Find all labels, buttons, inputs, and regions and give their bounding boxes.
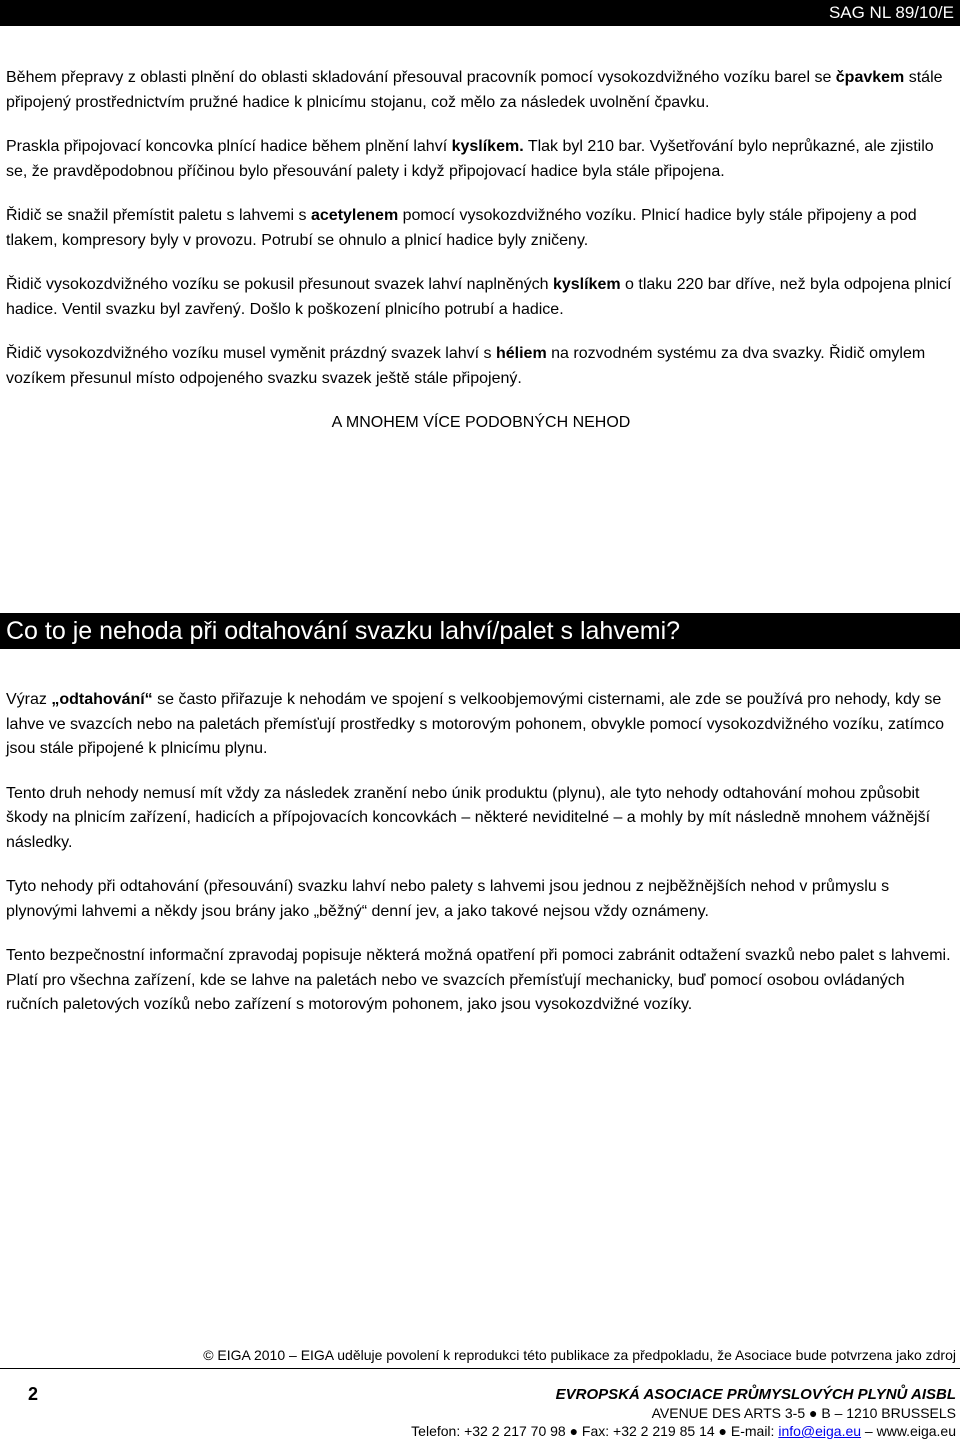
incident-paragraph [6, 204, 956, 253]
bold-text: kyslíkem. [451, 138, 524, 155]
text: Řidič se snažil přemístit paletu s lahvemi s [6, 207, 311, 224]
section-body [6, 688, 956, 1038]
page-number: 2 [28, 1384, 39, 1404]
more-incidents-line: A MNOHEM VÍCE PODOBNÝCH NEHOD [331, 414, 631, 431]
header-bar [0, 0, 960, 26]
contact-website: – www.eiga.eu [861, 1423, 956, 1439]
text: Praskla připojovací koncovka plnící hadice během plnění lahví [6, 138, 452, 155]
bold-text: čpavkem [835, 69, 905, 86]
text: Řidič vysokozdvižného vozíku se pokusil přesunout svazek lahví naplněných [6, 276, 553, 293]
document-code: SAG NL 89/10/E [828, 3, 954, 22]
incident-paragraph [6, 342, 956, 391]
text: Řidič vysokozdvižného vozíku musel vyměnit prázdný svazek lahví s [6, 345, 496, 362]
text: se často přiřazuje k nehodám ve spojení s velkoobjemovými cisternami, ale zde se používá pro nehody, kdy se lahve ve svazcích nebo na paletách přemísťují prostředky s motorovým pohonem, obvykle pomocí vysokozdvižného vozíku, zatímco jsou stále připojené k plnicímu plynu. [6, 691, 944, 757]
text: Tlak byl 210 bar. Vyšetřování bylo neprůkazné, ale zjistilo se, že pravděpodobnou příčinou bylo přesouvání palety i když připojovací hadice byla stále připojena. [6, 138, 934, 180]
email-link[interactable]: info@eiga.eu [778, 1423, 862, 1439]
text: Výraz [6, 691, 52, 708]
section-title: Co to je nehoda při odtahování svazku lahví/palet s lahvemi? [6, 617, 681, 645]
text: pomocí vysokozdvižného vozíku. Plnicí hadice byly stále připojeny a pod tlakem, kompresory byly v provozu. Potrubí se ohnulo a plnicí hadice byly zničeny. [6, 207, 917, 249]
text: Během přepravy z oblasti plnění do oblasti skladování přesouval pracovník pomocí vysokozdvižného vozíku barel se [6, 69, 836, 86]
contact-phone-fax: Telefon: +32 2 217 70 98 ● Fax: +32 2 219 85 14 ● E-mail: [411, 1423, 779, 1439]
section-heading-bar [0, 613, 960, 649]
body-paragraph [6, 688, 956, 762]
incident-paragraph [6, 273, 956, 322]
body-paragraph: Tento druh nehody nemusí mít vždy za následek zranění nebo únik produktu (plynu), ale tyto nehody odtahování mohou způsobit škody na plnicím zařízení, hadicích a přípojovacích koncovkách – některé neviditelné – a mohly by mít následně mnohem vážnější následky. [6, 784, 931, 851]
incident-paragraph [6, 135, 956, 184]
contact-line [411, 1423, 956, 1439]
text: na rozvodném systému za dva svazky. Řidič omylem vozíkem přesunul místo odpojeného svazku svazek ještě stále připojený. [6, 345, 926, 387]
organization-name: EVROPSKÁ ASOCIACE PRŮMYSLOVÝCH PLYNŮ AISBL [555, 1386, 956, 1403]
incident-paragraph [6, 66, 956, 115]
organization-address: AVENUE DES ARTS 3-5 ● B – 1210 BRUSSELS [651, 1405, 956, 1421]
body-paragraph: Tento bezpečnostní informační zpravodaj popisuje některá možná opatření při pomoci zabránit odtažení svazků nebo palet s lahvemi. Platí pro všechna zařízení, kde se lahve na paletách nebo ve svazcích přemísťují mechanicky, buď pomocí osobou ovládaných ručních paletových vozíků nebo zařízení s motorovým pohonem, jako jsou vysokozdvižné vozíky. [6, 947, 951, 1013]
text: o tlaku 220 bar dříve, než byla odpojena plnicí hadice. Ventil svazku byl zavřený. Došlo k poškození plnicího potrubí a hadice. [6, 276, 952, 318]
bold-text: héliem [495, 345, 547, 362]
bold-text: acetylenem [311, 207, 399, 224]
bold-text: kyslíkem [552, 276, 621, 293]
bold-text: „odtahování“ [51, 691, 153, 708]
footer-divider [0, 1368, 960, 1369]
body-paragraph: Tyto nehody při odtahování (přesouvání) svazku lahví nebo palety s lahvemi jsou jednou z nejběžnějších nehod v průmyslu s plynovými lahvemi a někdy jsou brány jako „běžný“ denní jev, a jako takové nejsou vždy oznámeny. [6, 878, 890, 920]
incident-examples [6, 66, 956, 436]
text: stále připojený prostřednictvím pružné hadice k plnicímu stojanu, což mělo za následek uvolnění čpavku. [6, 69, 943, 111]
copyright-notice: © EIGA 2010 – EIGA uděluje povolení k reprodukci této publikace za předpokladu, že Asociace bude potvrzena jako zdroj [203, 1347, 956, 1363]
